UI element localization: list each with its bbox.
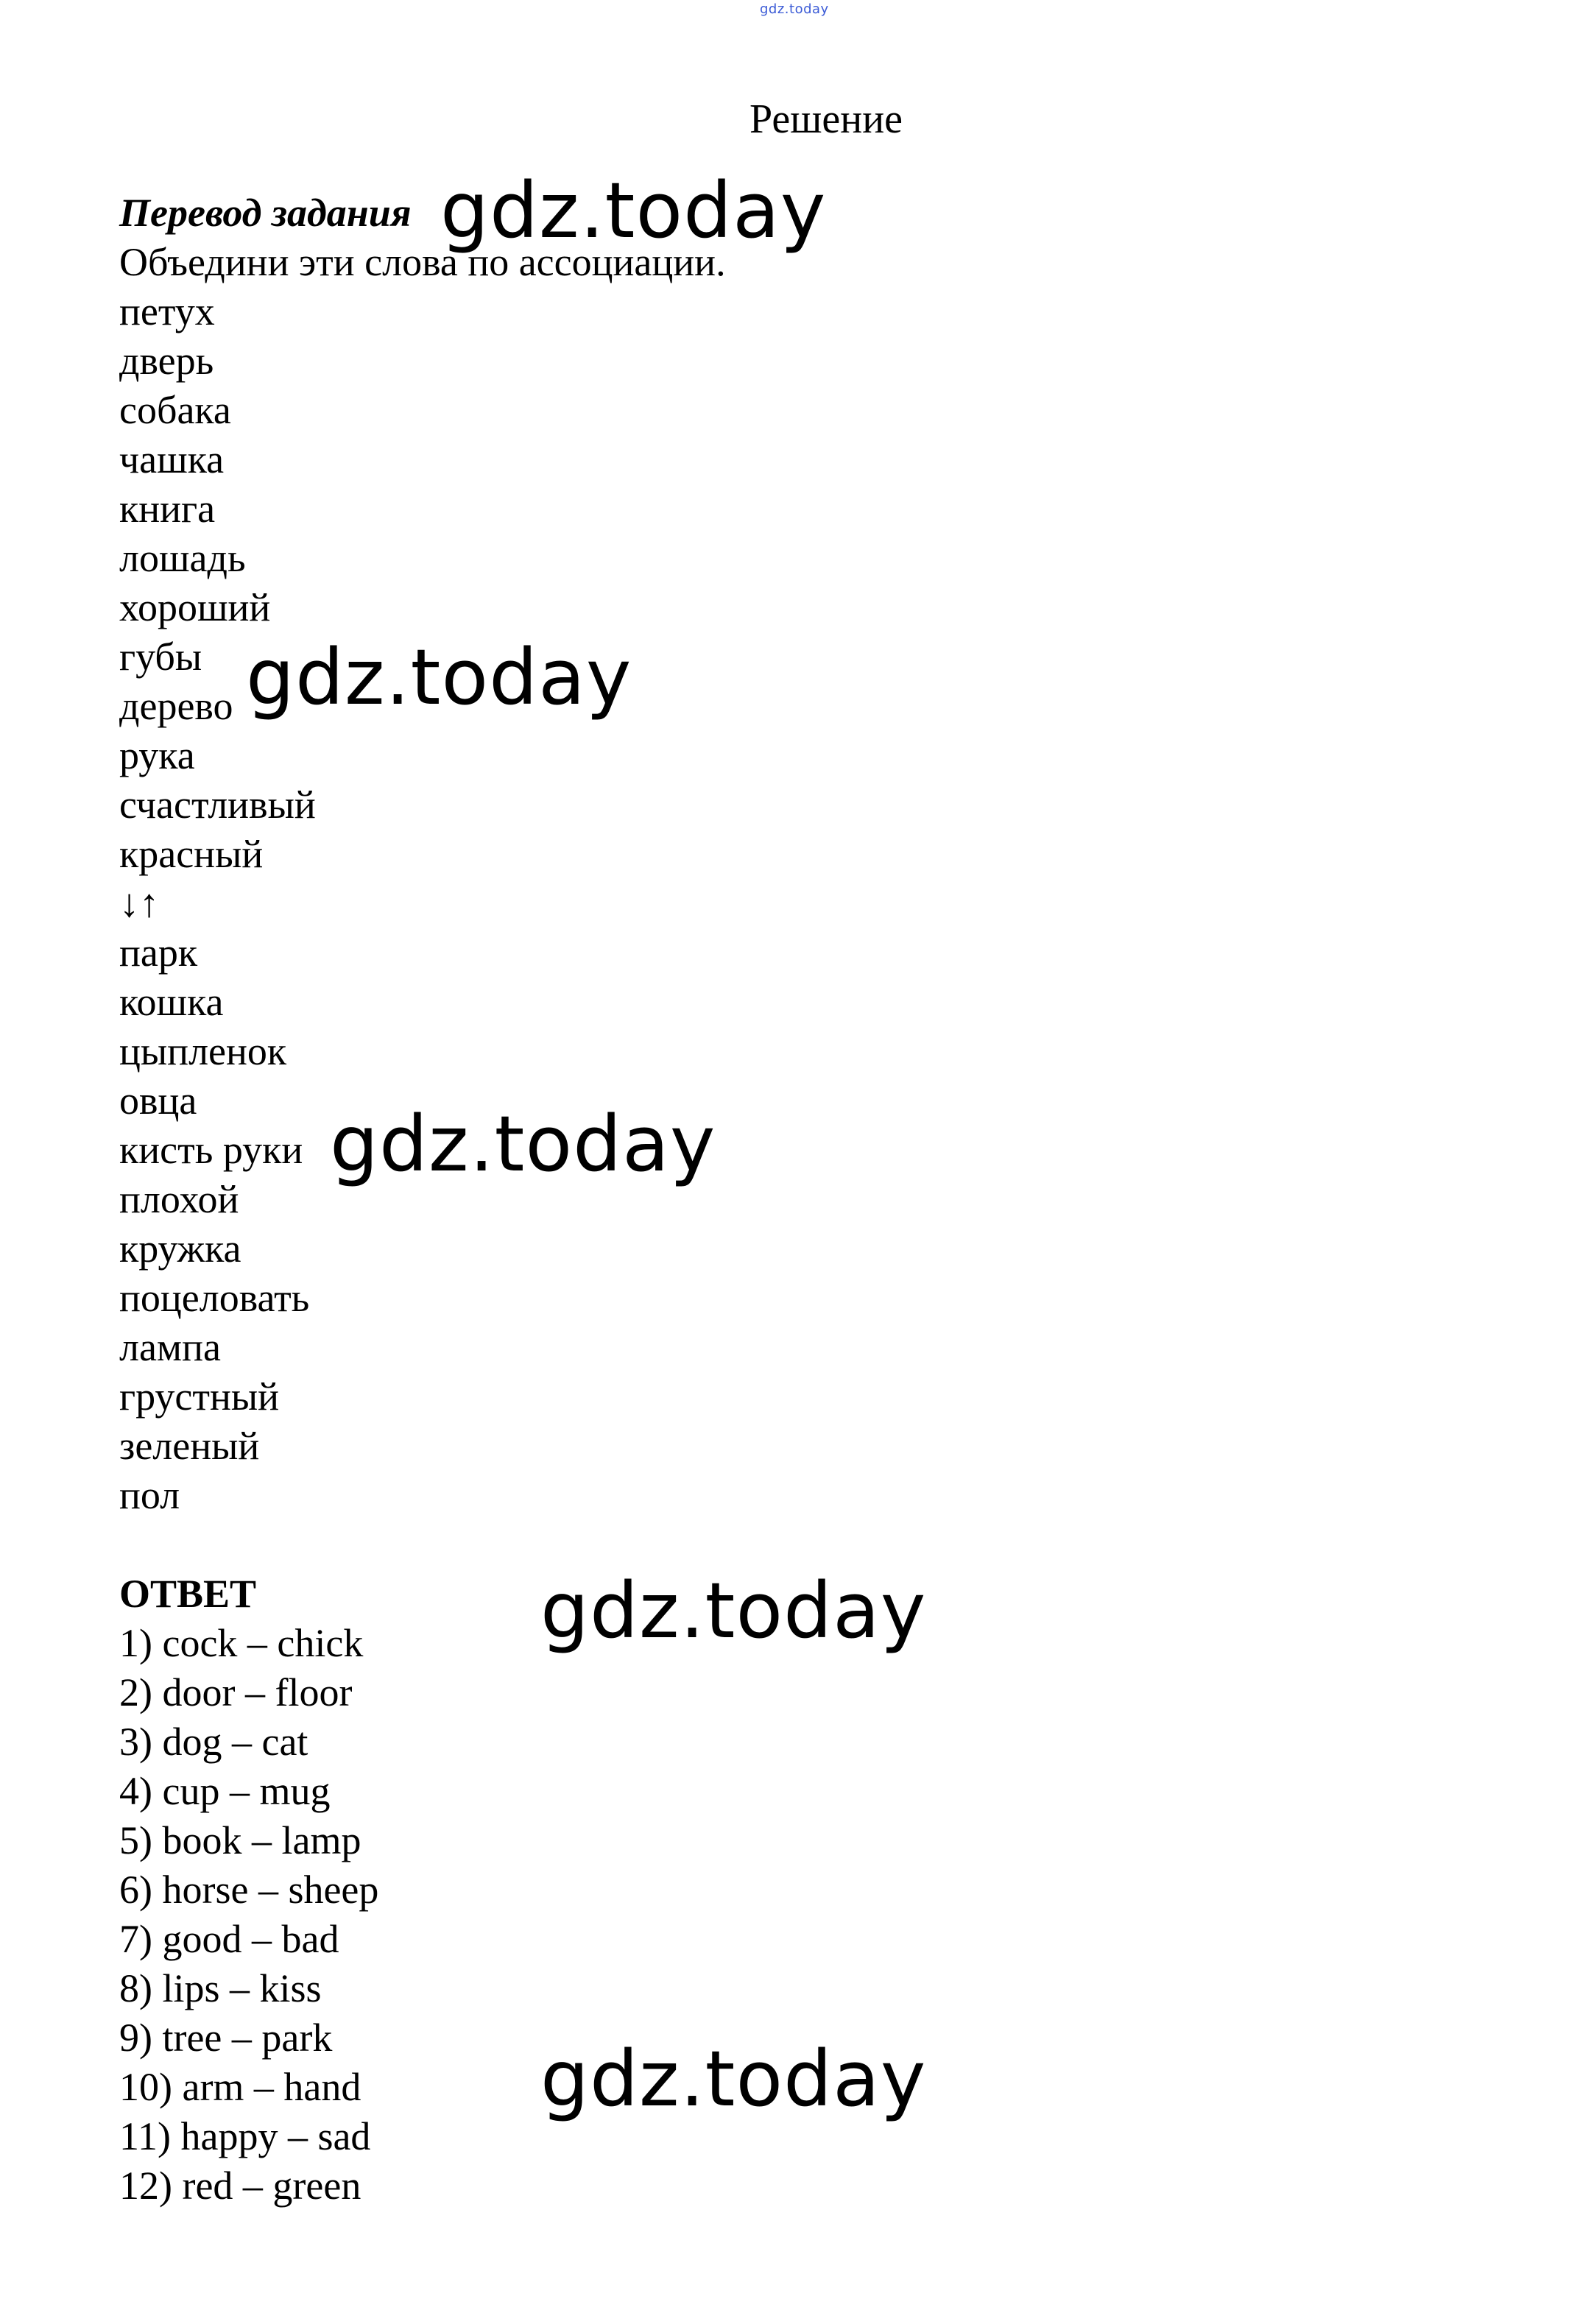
list-item: пол	[119, 1473, 180, 1517]
list-item: чашка	[119, 437, 225, 481]
instruction-text: Объедини эти слова по ассоциации.	[119, 240, 726, 284]
watermark: gdz.today	[440, 166, 827, 255]
translation-heading: Перевод задания	[119, 191, 412, 235]
list-item: книга	[119, 487, 216, 531]
watermark: gdz.today	[540, 1566, 927, 1656]
list-item: поцеловать	[119, 1276, 310, 1320]
list-item: грустный	[119, 1374, 280, 1419]
list-item: зеленый	[119, 1424, 260, 1468]
list-item: собака	[119, 388, 231, 432]
answer-item: 3) dog – cat	[119, 1720, 308, 1764]
list-item: овца	[119, 1078, 197, 1123]
answer-heading: ОТВЕТ	[119, 1572, 257, 1616]
list-item: плохой	[119, 1177, 239, 1221]
watermark: gdz.today	[540, 2034, 927, 2124]
list-item: кисть руки	[119, 1128, 303, 1172]
list-item: дерево	[119, 684, 233, 728]
watermark: gdz.today	[246, 632, 632, 722]
list-item: парк	[119, 930, 198, 975]
answer-item: 7) good – bad	[119, 1917, 339, 1961]
answer-item: 12) red – green	[119, 2164, 361, 2208]
list-item: кошка	[119, 980, 224, 1024]
document-body	[119, 188, 726, 2211]
list-item: цыпленок	[119, 1029, 287, 1073]
list-item: лампа	[119, 1325, 221, 1369]
words-right-list	[119, 928, 726, 1520]
list-item: дверь	[119, 339, 214, 383]
answer-item: 4) cup – mug	[119, 1769, 331, 1813]
answer-item: 1) cock – chick	[119, 1621, 364, 1665]
list-item: хороший	[119, 585, 271, 629]
section-spacer	[119, 1520, 726, 1569]
list-item: рука	[119, 733, 195, 777]
list-item: кружка	[119, 1226, 241, 1271]
answer-item: 8) lips – kiss	[119, 1966, 322, 2010]
answer-item: 6) horse – sheep	[119, 1868, 379, 1912]
answer-item: 11) happy – sad	[119, 2114, 371, 2158]
list-item: петух	[119, 289, 215, 333]
answer-item: 9) tree – park	[119, 2016, 333, 2060]
list-item: губы	[119, 635, 202, 679]
answer-item: 2) door – floor	[119, 1670, 353, 1714]
answer-item: 10) arm – hand	[119, 2065, 361, 2109]
watermark: gdz.today	[330, 1099, 716, 1189]
arrows-icon: ↓↑	[119, 881, 159, 925]
top-watermark: gdz.today	[760, 1, 829, 17]
page-title: Решение	[749, 96, 903, 142]
words-left-list	[119, 287, 726, 879]
list-item: счастливый	[119, 783, 316, 827]
answer-item: 5) book – lamp	[119, 1818, 361, 1862]
list-item: лошадь	[119, 536, 246, 580]
list-item: красный	[119, 832, 264, 876]
